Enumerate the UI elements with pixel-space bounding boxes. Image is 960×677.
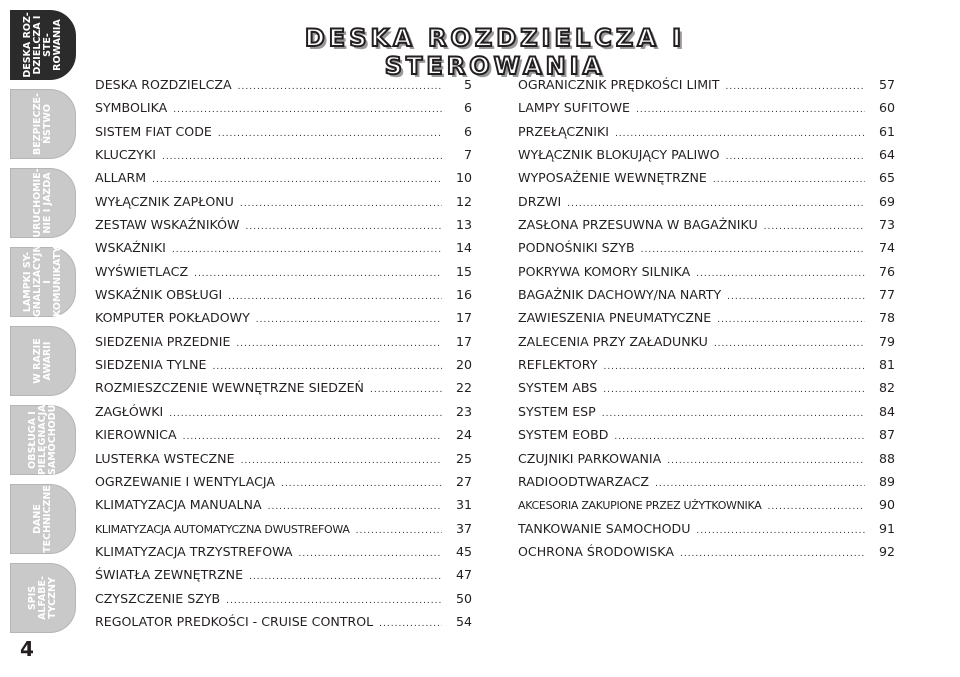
toc-entry-page: 50 (455, 590, 472, 606)
toc-entry[interactable] (518, 451, 895, 474)
dot-leader (172, 245, 442, 255)
tab-dane-techniczne[interactable] (10, 484, 76, 554)
tab-label: BEZPIECZE- ŃSTWO (32, 93, 53, 155)
toc-entry[interactable] (518, 427, 895, 450)
toc-left-column (95, 77, 472, 637)
toc-entry-page: 54 (455, 613, 472, 629)
dot-leader (249, 572, 442, 582)
dot-leader (236, 339, 442, 349)
dot-leader (268, 502, 442, 512)
dot-leader (696, 269, 865, 279)
dot-leader (725, 82, 865, 92)
toc-entry-title: POKRYWA KOMORY SILNIKA (518, 263, 691, 279)
toc-entry[interactable] (95, 380, 472, 403)
dot-leader (726, 152, 865, 162)
toc-entry-page: 24 (455, 427, 472, 443)
toc-entry-page: 47 (455, 567, 472, 583)
tab-label: DESKA ROZ- DZIELCZA I STE- ROWANIA (22, 12, 63, 78)
toc-entry[interactable] (518, 147, 895, 170)
toc-entry[interactable] (95, 147, 472, 170)
toc-entry[interactable] (518, 334, 895, 357)
dot-leader (238, 82, 442, 92)
dot-leader (655, 479, 865, 489)
toc-entry-title: REGOLATOR PREDKOŚCI - CRUISE CONTROL (95, 613, 374, 629)
toc-entry-title: LUSTERKA WSTECZNE (95, 450, 235, 466)
dot-leader (717, 315, 865, 325)
dot-leader (152, 175, 442, 185)
page-title: DESKA ROZDZIELCZA I STEROWANIA (304, 24, 686, 80)
toc-entry-title: KLIMATYZACJA MANUALNA (95, 497, 262, 513)
toc-entry[interactable] (518, 497, 895, 520)
toc-entry-title: ZALECENIA PRZY ZAŁADUNKU (518, 333, 708, 349)
toc-entry-title: ZAGŁÓWKI (95, 403, 164, 419)
toc-entry-page: 92 (878, 543, 895, 559)
toc-entry-title: KLUCZYKI (95, 147, 156, 163)
toc-entry[interactable] (95, 310, 472, 333)
toc-entry[interactable] (95, 451, 472, 474)
toc-entry-title: WSKAŹNIKI (95, 240, 166, 256)
dot-leader (370, 385, 442, 395)
dot-leader (636, 105, 865, 115)
toc-entry[interactable] (518, 404, 895, 427)
toc-entry[interactable] (95, 544, 472, 567)
dot-leader (614, 432, 865, 442)
toc-entry-page: 87 (878, 427, 895, 443)
toc-entry[interactable] (95, 614, 472, 637)
toc-entry[interactable] (95, 427, 472, 450)
toc-entry-page: 64 (878, 147, 895, 163)
toc-entry-page: 5 (463, 77, 472, 92)
toc-entry-page: 69 (878, 193, 895, 209)
toc-right-column (518, 77, 895, 567)
toc-entry-page: 17 (455, 310, 472, 326)
dot-leader (727, 292, 865, 302)
toc-entry-page: 74 (878, 240, 895, 256)
toc-entry-title: SYSTEM ABS (518, 380, 598, 396)
dot-leader (641, 245, 865, 255)
toc-entry[interactable] (518, 380, 895, 403)
tab-label: URUCHOMIE- NIE I JAZDA (32, 168, 53, 238)
dot-leader (226, 596, 442, 606)
toc-entry[interactable] (95, 170, 472, 193)
toc-entry[interactable] (95, 264, 472, 287)
toc-entry-page: 82 (878, 380, 895, 396)
toc-entry-page: 14 (455, 240, 472, 256)
toc-entry[interactable] (518, 100, 895, 123)
tab-deska-rozdzielcza[interactable] (10, 10, 76, 80)
toc-entry-title: REFLEKTORY (518, 357, 598, 373)
tab-spis-alfabetyczny[interactable] (10, 563, 76, 633)
tab-lampki[interactable] (10, 238, 76, 317)
dot-leader (680, 549, 865, 559)
toc-entry-page: 10 (455, 170, 472, 186)
tab-label: W RAZIE AWARII (32, 338, 53, 384)
toc-entry-title: ALLARM (95, 170, 147, 186)
toc-entry-title: SISTEM FIAT CODE (95, 123, 212, 139)
toc-entry[interactable] (95, 521, 472, 544)
toc-entry[interactable] (95, 124, 472, 147)
dot-leader (245, 222, 442, 232)
dot-leader (183, 432, 442, 442)
toc-entry-page: 12 (455, 193, 472, 209)
toc-entry-page: 31 (455, 497, 472, 513)
toc-entry[interactable] (95, 357, 472, 380)
tab-obsluga[interactable] (10, 405, 76, 475)
dot-leader (173, 105, 442, 115)
toc-entry[interactable] (95, 77, 472, 100)
toc-entry-page: 7 (463, 147, 472, 163)
toc-entry[interactable] (518, 124, 895, 147)
dot-leader (379, 619, 442, 629)
dot-leader (228, 292, 442, 302)
dot-leader (241, 456, 442, 466)
toc-entry-title: KLIMATYZACJA TRZYSTREFOWA (95, 543, 293, 559)
toc-entry-title: RADIOODTWARZACZ (518, 473, 650, 489)
toc-entry-page: 17 (455, 333, 472, 349)
toc-entry-title: DESKA ROZDZIELCZA (95, 77, 232, 92)
toc-entry-page: 78 (878, 310, 895, 326)
toc-entry-page: 23 (455, 403, 472, 419)
toc-entry[interactable] (518, 77, 895, 100)
page-number: 4 (20, 637, 34, 661)
toc-entry[interactable] (518, 544, 895, 567)
toc-entry-page: 91 (878, 520, 895, 536)
dot-leader (256, 315, 442, 325)
toc-entry-page: 73 (878, 217, 895, 233)
toc-entry-title: ŚWIATŁA ZEWNĘTRZNE (95, 567, 244, 583)
toc-entry-page: 79 (878, 333, 895, 349)
toc-entry-page: 22 (455, 380, 472, 396)
toc-entry-page: 90 (878, 497, 895, 513)
toc-entry-page: 20 (455, 357, 472, 373)
toc-entry[interactable] (518, 217, 895, 240)
tab-label: OBSŁUGA I PIELĘGNACJA SAMOCHODU (27, 404, 58, 475)
dot-leader (194, 269, 442, 279)
toc-entry-page: 61 (878, 123, 895, 139)
toc-entry-title: SYSTEM EOBD (518, 427, 609, 443)
toc-entry-title: OGRANICZNIK PRĘDKOŚCI LIMIT (518, 77, 720, 92)
toc-entry-title: DRZWI (518, 193, 562, 209)
dot-leader (696, 526, 865, 536)
toc-entry-page: 25 (455, 450, 472, 466)
toc-entry[interactable] (518, 287, 895, 310)
dot-leader (603, 385, 865, 395)
toc-entry[interactable] (518, 357, 895, 380)
toc-entry-title: CZUJNIKI PARKOWANIA (518, 450, 662, 466)
toc-entry-title: BAGAŻNIK DACHOWY/NA NARTY (518, 287, 722, 303)
toc-entry-title: ZESTAW WSKAŹNIKÓW (95, 217, 240, 233)
toc-entry[interactable] (95, 334, 472, 357)
toc-entry-page: 57 (878, 77, 895, 92)
toc-entry-page: 15 (455, 263, 472, 279)
dot-leader (714, 339, 865, 349)
toc-entry-page: 88 (878, 450, 895, 466)
dot-leader (281, 479, 442, 489)
toc-entry[interactable] (95, 100, 472, 123)
tab-bezpieczenstwo[interactable] (10, 89, 76, 159)
toc-entry-title: TANKOWANIE SAMOCHODU (518, 520, 691, 536)
tab-label: DANE TECHNICZNE (32, 485, 53, 553)
toc-entry-page: 89 (878, 473, 895, 489)
toc-entry-title: SYMBOLIKA (95, 100, 168, 116)
toc-entry-title: SYSTEM ESP (518, 403, 596, 419)
toc-entry-title: WYŚWIETLACZ (95, 263, 189, 279)
toc-entry-page: 84 (878, 403, 895, 419)
dot-leader (162, 152, 442, 162)
toc-entry-page: 37 (455, 520, 472, 536)
toc-entry-title: SIEDZENIA PRZEDNIE (95, 333, 231, 349)
toc-entry-page: 77 (878, 287, 895, 303)
tab-awarie[interactable] (10, 326, 76, 396)
dot-leader (667, 456, 865, 466)
toc-entry[interactable] (95, 497, 472, 520)
toc-entry-title: ZAWIESZENIA PNEUMATYCZNE (518, 310, 712, 326)
toc-entry-title: PRZEŁĄCZNIKI (518, 123, 609, 139)
toc-entry[interactable] (518, 264, 895, 287)
toc-entry-title: KIEROWNICA (95, 427, 177, 443)
toc-entry-page: 6 (463, 123, 472, 139)
toc-entry-title: WYPOSAŻENIE WEWNĘTRZNE (518, 170, 707, 186)
tab-uruchomienie[interactable] (10, 168, 76, 238)
toc-entry[interactable] (518, 474, 895, 497)
toc-entry[interactable] (518, 310, 895, 333)
toc-entry-page: 6 (463, 100, 472, 116)
toc-entry[interactable] (95, 474, 472, 497)
dot-leader (602, 409, 865, 419)
dot-leader (169, 409, 442, 419)
toc-entry-page: 45 (455, 543, 472, 559)
dot-leader (615, 129, 865, 139)
dot-leader (212, 362, 442, 372)
toc-entry-page: 27 (455, 473, 472, 489)
dot-leader (567, 199, 865, 209)
toc-entry[interactable] (95, 404, 472, 427)
toc-entry-title: ZASŁONA PRZESUWNA W BAGAŻNIKU (518, 217, 758, 233)
toc-entry[interactable] (518, 521, 895, 544)
toc-entry[interactable] (95, 591, 472, 614)
toc-entry[interactable] (518, 194, 895, 217)
dot-leader (713, 175, 865, 185)
toc-entry[interactable] (95, 567, 472, 590)
toc-entry-title: ROZMIESZCZENIE WEWNĘTRZNE SIEDZEŃ (95, 380, 364, 396)
toc-entry-page: 13 (455, 217, 472, 233)
toc-entry-page: 16 (455, 287, 472, 303)
toc-entry-title: PODNOŚNIKI SZYB (518, 240, 635, 256)
toc-entry-title: WYŁĄCZNIK ZAPŁONU (95, 193, 234, 209)
toc-entry[interactable] (95, 217, 472, 240)
toc-entry-page: 60 (878, 100, 895, 116)
toc-entry-title: KLIMATYZACJA AUTOMATYCZNA DWUSTREFOWA (95, 522, 350, 536)
toc-entry[interactable] (518, 240, 895, 263)
dot-leader (218, 129, 442, 139)
toc-entry-title: LAMPY SUFITOWE (518, 100, 630, 116)
dot-leader (299, 549, 443, 559)
toc-entry-title: AKCESORIA ZAKUPIONE PRZEZ UŻYTKOWNIKA (518, 499, 762, 513)
toc-entry-title: CZYSZCZENIE SZYB (95, 590, 221, 606)
dot-leader (603, 362, 865, 372)
toc-entry-title: WYŁĄCZNIK BLOKUJĄCY PALIWO (518, 147, 720, 163)
tab-label: SPIS ALFABE- TYCZNY (27, 576, 58, 620)
toc-entry-page: 81 (878, 357, 895, 373)
dot-leader (764, 222, 865, 232)
tab-label: LAMPKI SY- GNALIZACYJNE I KOMUNIKATY (22, 238, 63, 317)
dot-leader (356, 526, 442, 536)
toc-entry[interactable] (95, 287, 472, 310)
toc-entry[interactable] (95, 240, 472, 263)
toc-entry-title: OGRZEWANIE I WENTYLACJA (95, 473, 276, 489)
toc-entry-page: 76 (878, 263, 895, 279)
toc-entry-title: SIEDZENIA TYLNE (95, 357, 207, 373)
toc-entry-title: OCHRONA ŚRODOWISKA (518, 543, 674, 559)
toc-entry-page: 65 (878, 170, 895, 186)
toc-entry-title: WSKAŹNIK OBSŁUGI (95, 287, 223, 303)
toc-entry-title: KOMPUTER POKŁADOWY (95, 310, 250, 326)
dot-leader (767, 502, 865, 512)
toc-entry[interactable] (518, 170, 895, 193)
toc-entry[interactable] (95, 194, 472, 217)
dot-leader (240, 199, 442, 209)
